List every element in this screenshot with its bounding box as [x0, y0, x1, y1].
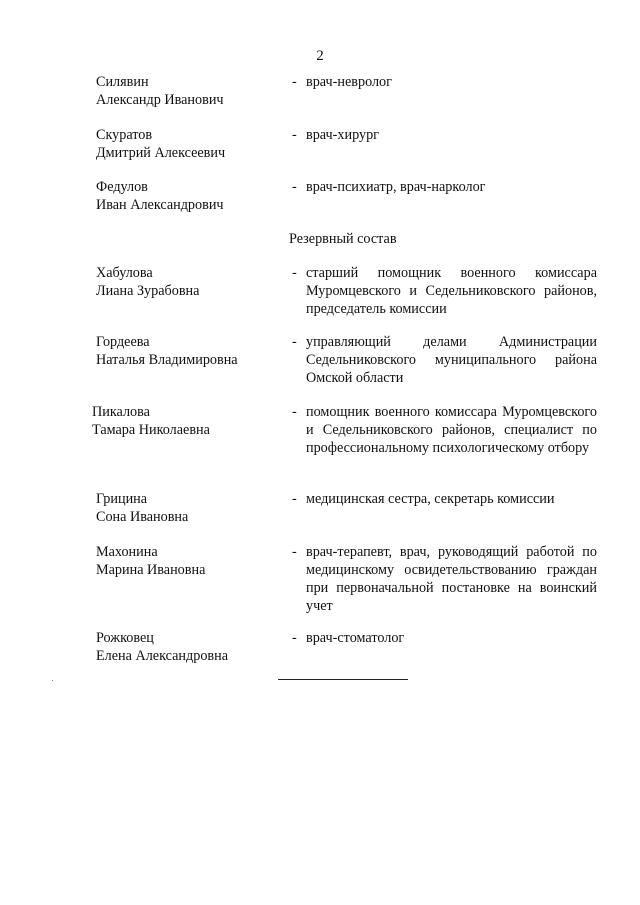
member-role: помощник военного комиссара Муромцевского и Седельниковского районов, специалист по профессиональному психологическому отбору [306, 404, 597, 456]
dash: - [292, 127, 297, 143]
dash: - [292, 74, 297, 90]
member-surname: Гордеева [96, 334, 150, 350]
member-given-names: Тамара Николаевна [92, 422, 210, 438]
member-surname: Силявин [96, 74, 149, 90]
member-name [96, 264, 276, 300]
member-surname: Грицина [96, 491, 148, 507]
member-role: врач-психиатр, врач-нарколог [306, 179, 486, 195]
dash: - [292, 630, 297, 646]
page-number: 2 [316, 48, 324, 64]
member-name [96, 333, 276, 369]
dash: - [292, 404, 297, 420]
member-name [96, 543, 276, 579]
member-name [96, 126, 276, 162]
member-surname: Федулов [96, 179, 148, 195]
dash: - [292, 491, 297, 507]
member-surname: Хабулова [96, 265, 153, 281]
member-role: врач-терапевт, врач, руководящий работой по медицинскому освидетельствованию граждан при первоначальной постановке на воинский учет [306, 544, 597, 614]
member-name [96, 490, 276, 526]
member-given-names: Александр Иванович [96, 92, 224, 108]
member-given-names: Дмитрий Алексеевич [96, 145, 226, 161]
member-given-names: Сона Ивановна [96, 509, 189, 525]
member-role: управляющий делами Администрации Седельниковского муниципального района Омской области [306, 334, 597, 386]
member-name [96, 629, 276, 665]
dash: - [292, 544, 297, 560]
member-surname: Махонина [96, 544, 158, 560]
member-name [96, 178, 276, 214]
member-role: медицинская сестра, секретарь комиссии [306, 491, 555, 507]
member-role: врач-невролог [306, 74, 392, 90]
member-role: врач-хирург [306, 127, 379, 143]
dash: - [292, 265, 297, 281]
member-given-names: Марина Ивановна [96, 562, 206, 578]
member-surname: Пикалова [92, 404, 150, 420]
member-name [92, 403, 272, 439]
member-given-names: Наталья Владимировна [96, 352, 238, 368]
dash: - [292, 334, 297, 350]
reserve-section-title: Резервный состав [289, 231, 397, 247]
member-role: врач-стоматолог [306, 630, 405, 646]
member-role: старший помощник военного комиссара Муромцевского и Седельниковского районов, председатель комиссии [306, 265, 597, 317]
member-surname: Рожковец [96, 630, 154, 646]
member-given-names: Лиана Зурабовна [96, 283, 200, 299]
scan-speck [52, 680, 53, 681]
dash: - [292, 179, 297, 195]
end-of-list-rule [278, 679, 408, 680]
member-given-names: Елена Александровна [96, 648, 228, 664]
member-surname: Скуратов [96, 127, 153, 143]
member-name [96, 73, 276, 109]
member-given-names: Иван Александрович [96, 197, 224, 213]
